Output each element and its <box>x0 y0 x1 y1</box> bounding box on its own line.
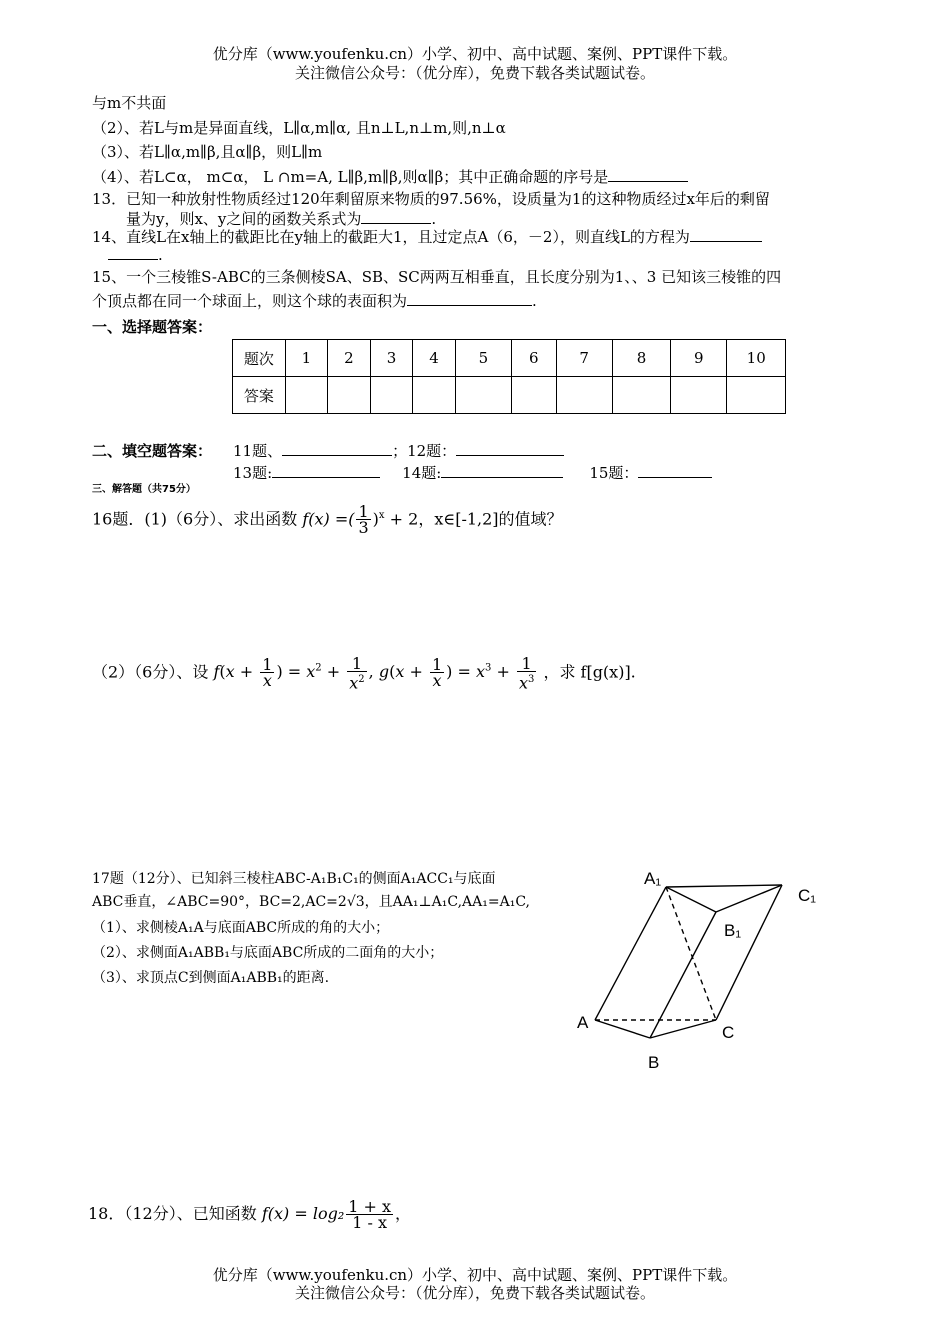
fill-blank-q13[interactable] <box>272 463 380 478</box>
col-number-6: 6 <box>512 340 556 377</box>
col-number-7: 7 <box>556 340 612 377</box>
page-footer-line1: 优分库（www.youfenku.cn）小学、初中、高中试题、案例、PPT课件下载。 <box>212 1266 738 1284</box>
q13-answer-blank <box>361 209 431 224</box>
q12-part3: （3）、若L∥α,m∥β,且α∥β，则L∥m <box>92 143 323 161</box>
answer-cell-8[interactable] <box>612 377 670 414</box>
col-number-3: 3 <box>370 340 413 377</box>
q18-fx: f(x) = log₂ <box>261 1204 345 1223</box>
q16-fx: f(x) =( <box>302 509 355 529</box>
edge-a1-c1 <box>666 885 782 887</box>
q16-part1-prefix: 16题．(1)（6分）、求出函数 <box>92 509 298 529</box>
q14-line1 <box>92 226 762 247</box>
col-number-10: 10 <box>727 340 786 377</box>
row-label-answer: 答案 <box>233 377 286 414</box>
q18-fraction-num: 1 + x <box>348 1197 392 1216</box>
col-number-1: 1 <box>285 340 328 377</box>
q14-answer-blank-cont <box>108 245 158 260</box>
q18 <box>88 1196 411 1232</box>
answer-cell-5[interactable] <box>455 377 511 414</box>
label-b1: B₁ <box>724 921 742 940</box>
q16-fraction <box>356 502 370 538</box>
q13-line2: 量为y，则x、y之间的函数关系式为 . <box>126 210 437 228</box>
label-b: B <box>648 1053 660 1072</box>
q18-suffix: ， <box>395 1204 412 1223</box>
col-number-5: 5 <box>455 340 511 377</box>
fill-label-q14: 14题: <box>402 464 442 482</box>
q14-answer-blank <box>690 227 762 242</box>
q16-part2-prefix: （2）（6分）、设 <box>92 662 209 682</box>
fill-blank-q14[interactable] <box>441 463 563 478</box>
row-label-number: 题次 <box>233 340 286 377</box>
q13-line2-text: 量为y，则x、y之间的函数关系式为 <box>126 210 362 228</box>
q18-fraction-den: 1 - x <box>352 1213 388 1232</box>
table-row <box>233 377 786 414</box>
q15-line1: 15、一个三棱锥S-ABC的三条侧棱SA、SB、SC两两互相垂直，且长度分别为1、、3 已知该三棱锥的四 <box>92 268 782 286</box>
section3-title: 三、解答题（共75分） <box>92 484 196 495</box>
col-number-4: 4 <box>413 340 456 377</box>
label-c1: C₁ <box>798 886 817 905</box>
label-a: A <box>577 1013 589 1032</box>
edge-c1-c <box>716 885 782 1020</box>
answer-cell-1[interactable] <box>285 377 328 414</box>
answer-cell-9[interactable] <box>671 377 727 414</box>
fill-blank-q11[interactable] <box>282 441 392 456</box>
fill-label-q12: ；12题： <box>392 442 457 460</box>
col-number-2: 2 <box>328 340 371 377</box>
q13-line1: 13．已知一种放射性物质经过120年剩留原来物质的97.56%，设质量为1的这种物质经过x年后的剩留 <box>92 190 770 208</box>
q17-line5: （3）、求顶点C到侧面A₁ABB₁的距离. <box>92 970 330 986</box>
q17-line2: ABC垂直，∠ABC=90°，BC=2,AC=2√3，且AA₁⊥A₁C,AA₁=A₁C, <box>92 894 530 910</box>
answer-cell-4[interactable] <box>413 377 456 414</box>
edge-b1-c1 <box>716 885 782 912</box>
col-number-9: 9 <box>671 340 727 377</box>
fill-blank-q12[interactable] <box>456 441 564 456</box>
section1-title: 一、选择题答案： <box>92 318 213 336</box>
fill-label-q11: 11题、 <box>233 442 283 460</box>
table-row <box>233 340 786 377</box>
q17-line1: 17题（12分）、已知斜三棱柱ABC-A₁B₁C₁的侧面A₁ACC₁与底面 <box>92 871 496 887</box>
q12-continuation: 与m不共面 <box>92 94 167 112</box>
answer-cell-10[interactable] <box>727 377 786 414</box>
fill-answer-row2 <box>233 462 712 483</box>
fill-label-q13: 13题: <box>233 464 273 482</box>
edge-a1-c-hidden <box>666 887 716 1020</box>
q16-part1: 16题．(1)（6分）、求出函数 f(x) =( $\frac{1}{3}$ )$^x$ + 2，x∈[-1,2]的值域？ <box>92 502 563 538</box>
prism-figure <box>570 860 830 1080</box>
page-header-line1: 优分库（www.youfenku.cn）小学、初中、高中试题、案例、PPT课件下载。 <box>212 45 738 63</box>
edge-a-b <box>595 1020 650 1038</box>
q16-part2 <box>92 652 636 690</box>
col-number-8: 8 <box>612 340 670 377</box>
q16-exponent: x <box>378 510 385 521</box>
q16-part2-suffix: ，求 f[g(x)]. <box>543 662 636 682</box>
q14-line2: . <box>108 245 163 264</box>
q16-part1-suffix: x∈[-1,2]的值域？ <box>434 509 563 529</box>
answer-cell-7[interactable] <box>556 377 612 414</box>
label-a1: A₁ <box>644 869 662 888</box>
q15-line2: 个顶点都在同一个球面上，则这个球的表面积为 . <box>92 292 537 310</box>
q12-part4-text: （4）、若L⊂α， m⊂α， L ∩m=A, L∥β,m∥β,则α∥β；其中正确命题的序号是 <box>92 168 609 186</box>
q12-part2: （2）、若L与m是异面直线，L∥α,m∥α, 且n⊥L,n⊥m,则,n⊥α <box>92 119 506 137</box>
q12-answer-blank <box>608 167 688 182</box>
q14-line1-text: 14、直线L在x轴上的截距比在y轴上的截距大1，且过定点A（6，－2），则直线L的方程为 <box>92 228 690 246</box>
q18-fraction <box>346 1199 393 1230</box>
page-footer-line2: 关注微信公众号：（优分库），免费下载各类试题试卷。 <box>294 1284 655 1302</box>
q17-line4: （2）、求侧面A₁ABB₁与底面ABC所成的二面角的大小； <box>92 945 444 961</box>
edge-a1-a <box>595 887 666 1020</box>
q17-line3: （1）、求侧棱A₁A与底面ABC所成的角的大小； <box>92 920 390 936</box>
q16-plus: + 2， <box>389 509 435 529</box>
answer-cell-2[interactable] <box>328 377 371 414</box>
section2-title: 二、填空题答案： <box>92 442 213 460</box>
q16-fraction-den: 3 <box>358 518 369 538</box>
fill-answer-row1 <box>233 440 564 461</box>
q12-part4 <box>92 166 688 187</box>
q18-prefix: 18．（12分）、已知函数 <box>88 1204 257 1223</box>
page-header-line2: 关注微信公众号：（优分库），免费下载各类试题试卷。 <box>294 64 655 82</box>
label-c: C <box>722 1023 735 1042</box>
q15-line2-text: 个顶点都在同一个球面上，则这个球的表面积为 <box>92 292 408 310</box>
answer-cell-6[interactable] <box>512 377 556 414</box>
q16-part2-formula: f(x + $\frac{1}{x}$ ) = $x^2$ + $\frac{1}{x^2}$ , g(x + $\frac{1}{x}$ ) = $x^3$ + $\frac{1}{x^3}$ <box>213 653 535 692</box>
answer-cell-3[interactable] <box>370 377 413 414</box>
fill-label-q15: 15题： <box>589 464 639 482</box>
fill-blank-q15[interactable] <box>638 463 712 478</box>
edge-b-c <box>650 1020 716 1038</box>
q16-fraction-num: 1 <box>358 502 369 522</box>
choice-answer-table <box>232 339 786 414</box>
q15-answer-blank <box>407 291 532 306</box>
